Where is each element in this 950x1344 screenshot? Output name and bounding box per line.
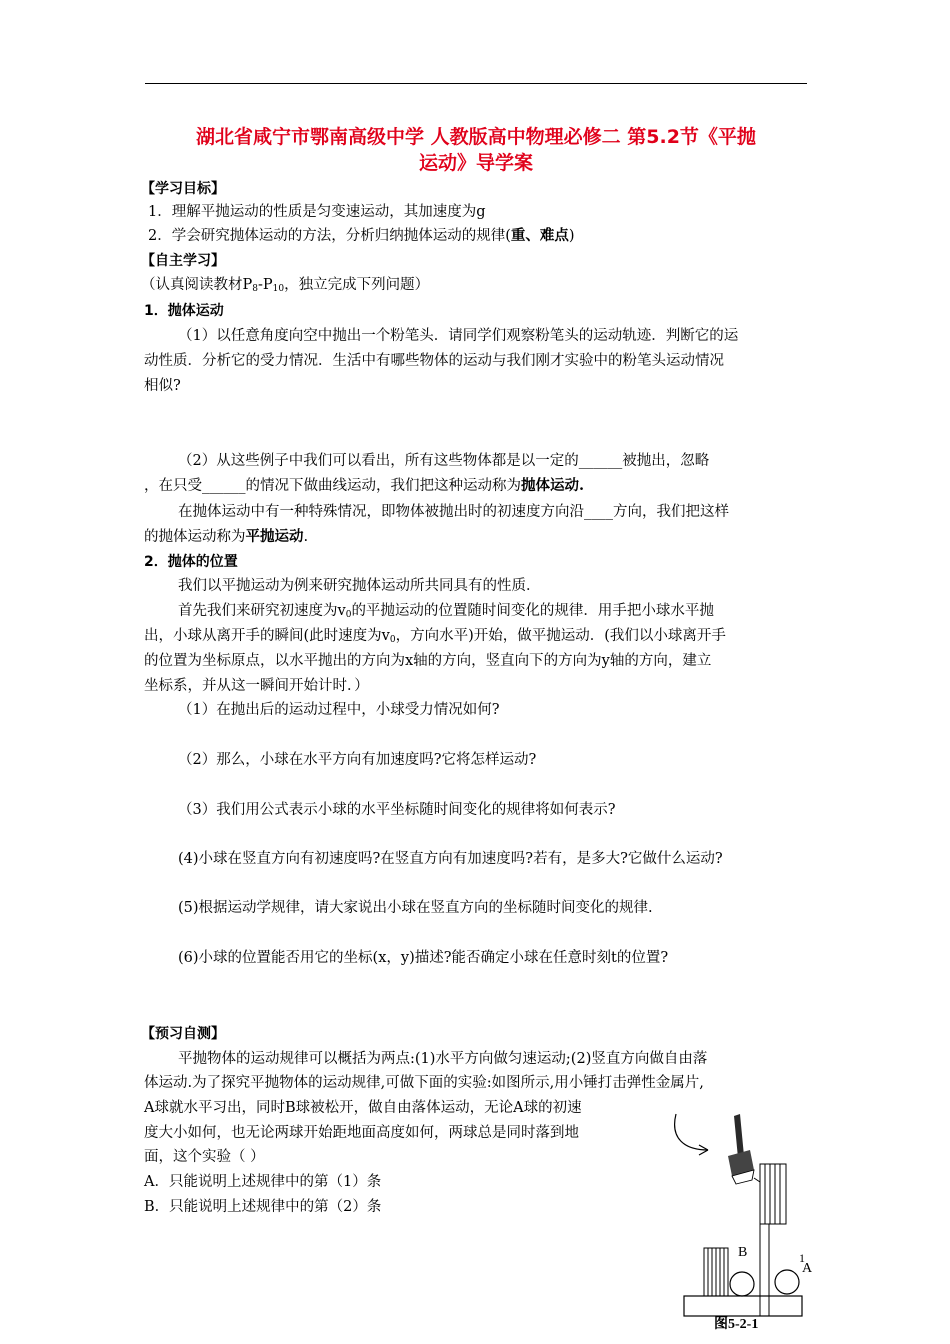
pointer-arrow bbox=[675, 1114, 708, 1150]
goal-1: 1．理解平抛运动的性质是匀变速运动，其加速度为g bbox=[148, 204, 486, 220]
test-line-3: A球就水平习出，同时B球被松开，做自由落体运动，无论A球的初速 bbox=[144, 1100, 582, 1116]
doc-title-line-2: 运动》导学案 bbox=[418, 152, 533, 174]
question-3: （3）我们用公式表示小球的水平坐标随时间变化的规律将如何表示? bbox=[178, 802, 616, 818]
s2-para2-line1: 首先我们来研究初速度为$v_0$的平抛运动的位置随时间变化的规律．用手把小球水平抛 bbox=[178, 603, 714, 620]
left-apparatus bbox=[704, 1248, 728, 1296]
question-1: （1）在抛出后的运动过程中，小球受力情况如何? bbox=[178, 702, 500, 718]
section-1-heading: 1．抛体运动 bbox=[144, 303, 224, 319]
figure-caption: 图5-2-1 bbox=[714, 1317, 759, 1332]
experiment-figure bbox=[668, 1112, 818, 1334]
question-2: （2）那么，小球在水平方向有加速度吗?它将怎样运动? bbox=[178, 752, 537, 768]
header-rule bbox=[145, 83, 807, 84]
self-study-heading: 【自主学习】 bbox=[141, 253, 225, 269]
s1-para2-line1: （2）从这些例子中我们可以看出，所有这些物体都是以一定的______被抛出，忽略 bbox=[178, 453, 710, 469]
test-line-5: 面，这个实验（ ） bbox=[144, 1149, 265, 1165]
s1-para1-line2: 动性质．分析它的受力情况．生活中有哪些物体的运动与我们刚才实验中的粉笔头运动情况 bbox=[144, 353, 724, 369]
goals-heading: 【学习目标】 bbox=[141, 181, 225, 197]
option-a: A．只能说明上述规律中的第（1）条 bbox=[144, 1174, 382, 1190]
doc-title-line-1: 湖北省咸宁市鄂南高级中学 人教版高中物理必修二 第5.2节《平抛 bbox=[196, 126, 756, 148]
test-line-1: 平抛物体的运动规律可以概括为两点:(1)水平方向做匀速运动;(2)竖直方向做自由落 bbox=[178, 1051, 708, 1067]
option-b: B．只能说明上述规律中的第（2）条 bbox=[144, 1199, 382, 1215]
label-1: 1 bbox=[799, 1251, 805, 1265]
goal-2: 2．学会研究抛体运动的方法，分析归纳抛体运动的规律(重、难点) bbox=[148, 227, 575, 244]
s2-para1: 我们以平抛运动为例来研究抛体运动所共同具有的性质． bbox=[178, 578, 541, 594]
metal-strip bbox=[754, 1178, 760, 1280]
ball-a bbox=[775, 1270, 799, 1294]
self-test-heading: 【预习自测】 bbox=[141, 1026, 225, 1042]
section-2-heading: 2．抛体的位置 bbox=[144, 554, 238, 570]
question-6: (6)小球的位置能否用它的坐标(x，y)描述?能否确定小球在任意时刻t的位置? bbox=[178, 950, 669, 966]
label-b: B bbox=[738, 1245, 748, 1260]
s1-para3-line1: 在抛体运动中有一种特殊情况，即物体被抛出时的初速度方向沿____方向，我们把这样 bbox=[178, 504, 729, 520]
label-a: A bbox=[802, 1261, 813, 1276]
s1-para2-line2: ，在只受______的情况下做曲线运动，我们把这种运动称为抛体运动. bbox=[144, 477, 585, 494]
s2-para2-line4: 坐标系，并从这一瞬间开始计时．） bbox=[144, 678, 369, 694]
question-4: (4)小球在竖直方向有初速度吗?在竖直方向有加速度吗?若有，是多大?它做什么运动? bbox=[178, 851, 723, 867]
s2-para2-line2: 出，小球从离开手的瞬间(此时速度为$v_0$，方向水平)开始，做平抛运动．(我们以小球离开手 bbox=[144, 628, 726, 645]
s2-para2-line3: 的位置为坐标原点，以水平抛出的方向为x轴的方向，竖直向下的方向为y轴的方向，建立 bbox=[144, 653, 712, 669]
s1-para1-line3: 相似? bbox=[144, 378, 181, 394]
test-line-2: 体运动.为了探究平抛物体的运动规律,可做下面的实验:如图所示,用小锤打击弹性金属片, bbox=[144, 1075, 704, 1091]
self-study-note: （认真阅读教材$P_8-P_{10}$，独立完成下列问题） bbox=[141, 277, 430, 294]
s1-para3-line2: 的抛体运动称为平抛运动. bbox=[144, 528, 309, 545]
question-5: (5)根据运动学规律，请大家说出小球在竖直方向的坐标随时间变化的规律. bbox=[178, 900, 653, 916]
ball-b bbox=[730, 1272, 754, 1296]
hammer-icon bbox=[728, 1114, 754, 1184]
test-line-4: 度大小如何，也无论两球开始距地面高度如何，两球总是同时落到地 bbox=[144, 1125, 579, 1141]
s1-para1-line1: （1）以任意角度向空中抛出一个粉笔头．请同学们观察粉笔头的运动轨迹．判断它的运 bbox=[178, 328, 739, 344]
